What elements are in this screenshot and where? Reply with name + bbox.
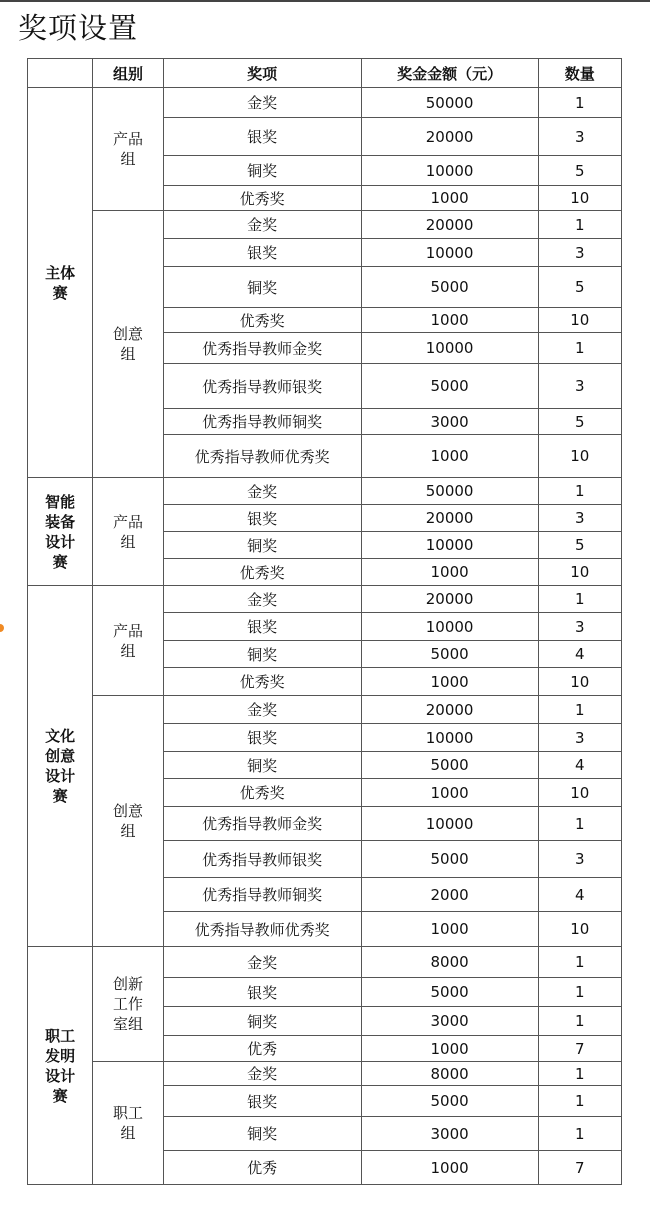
top-border-line bbox=[0, 0, 650, 2]
group-label: 创新工作室组 bbox=[112, 975, 143, 1033]
amount-cell: 10000 bbox=[361, 532, 538, 559]
award-cell: 金奖 bbox=[163, 88, 361, 118]
header-quantity: 数量 bbox=[538, 59, 621, 88]
award-cell: 银奖 bbox=[163, 118, 361, 156]
amount-cell: 20000 bbox=[361, 118, 538, 156]
competition-label: 主体赛 bbox=[45, 263, 76, 302]
amount-cell: 20000 bbox=[361, 505, 538, 532]
award-cell: 优秀 bbox=[163, 1036, 361, 1062]
amount-cell: 5000 bbox=[361, 267, 538, 308]
amount-cell: 20000 bbox=[361, 586, 538, 613]
group-cell bbox=[93, 88, 163, 211]
quantity-cell: 3 bbox=[538, 364, 621, 409]
quantity-cell: 1 bbox=[538, 211, 621, 239]
award-cell: 铜奖 bbox=[163, 752, 361, 779]
edge-marker-dot bbox=[0, 624, 4, 632]
quantity-cell: 3 bbox=[538, 613, 621, 641]
amount-cell: 20000 bbox=[361, 696, 538, 724]
quantity-cell: 10 bbox=[538, 912, 621, 947]
award-cell: 铜奖 bbox=[163, 156, 361, 186]
amount-cell: 8000 bbox=[361, 1062, 538, 1086]
quantity-cell: 1 bbox=[538, 333, 621, 364]
amount-cell: 1000 bbox=[361, 779, 538, 807]
amount-cell: 10000 bbox=[361, 613, 538, 641]
quantity-cell: 1 bbox=[538, 478, 621, 505]
award-cell: 优秀奖 bbox=[163, 308, 361, 333]
award-cell: 优秀指导教师铜奖 bbox=[163, 878, 361, 912]
group-cell bbox=[93, 696, 163, 947]
amount-cell: 50000 bbox=[361, 88, 538, 118]
table-row bbox=[28, 1062, 622, 1086]
competition-label: 职工发明设计赛 bbox=[45, 1026, 76, 1105]
amount-cell: 10000 bbox=[361, 807, 538, 841]
group-cell bbox=[93, 1062, 163, 1185]
quantity-cell: 10 bbox=[538, 668, 621, 696]
award-cell: 金奖 bbox=[163, 211, 361, 239]
table-row bbox=[28, 211, 622, 239]
quantity-cell: 1 bbox=[538, 1117, 621, 1151]
award-cell: 优秀指导教师银奖 bbox=[163, 364, 361, 409]
award-cell: 金奖 bbox=[163, 947, 361, 978]
award-cell: 铜奖 bbox=[163, 1007, 361, 1036]
amount-cell: 5000 bbox=[361, 364, 538, 409]
award-cell: 优秀指导教师优秀奖 bbox=[163, 912, 361, 947]
amount-cell: 3000 bbox=[361, 1117, 538, 1151]
quantity-cell: 10 bbox=[538, 559, 621, 586]
table-row bbox=[28, 586, 622, 613]
award-cell: 银奖 bbox=[163, 239, 361, 267]
amount-cell: 1000 bbox=[361, 668, 538, 696]
quantity-cell: 3 bbox=[538, 239, 621, 267]
quantity-cell: 1 bbox=[538, 696, 621, 724]
award-cell: 优秀指导教师银奖 bbox=[163, 841, 361, 878]
table-row bbox=[28, 88, 622, 118]
header-competition bbox=[28, 59, 93, 88]
competition-label: 智能装备设计赛 bbox=[45, 492, 76, 571]
award-cell: 优秀指导教师优秀奖 bbox=[163, 435, 361, 478]
amount-cell: 20000 bbox=[361, 211, 538, 239]
group-cell bbox=[93, 478, 163, 586]
group-label: 产品组 bbox=[112, 621, 143, 660]
group-label: 创意组 bbox=[112, 325, 143, 363]
quantity-cell: 10 bbox=[538, 186, 621, 211]
competition-cell bbox=[28, 478, 93, 586]
award-cell: 优秀指导教师铜奖 bbox=[163, 409, 361, 435]
quantity-cell: 1 bbox=[538, 88, 621, 118]
amount-cell: 10000 bbox=[361, 156, 538, 186]
award-cell: 优秀奖 bbox=[163, 668, 361, 696]
amount-cell: 5000 bbox=[361, 841, 538, 878]
award-cell: 金奖 bbox=[163, 1062, 361, 1086]
award-cell: 铜奖 bbox=[163, 267, 361, 308]
amount-cell: 1000 bbox=[361, 186, 538, 211]
award-cell: 优秀 bbox=[163, 1151, 361, 1185]
group-label: 产品组 bbox=[112, 512, 143, 551]
amount-cell: 5000 bbox=[361, 641, 538, 668]
amount-cell: 5000 bbox=[361, 752, 538, 779]
award-cell: 优秀指导教师金奖 bbox=[163, 807, 361, 841]
quantity-cell: 1 bbox=[538, 1062, 621, 1086]
award-cell: 优秀奖 bbox=[163, 779, 361, 807]
competition-label: 文化创意设计赛 bbox=[45, 727, 76, 805]
page-title: 奖项设置 bbox=[18, 11, 139, 45]
group-label: 职工组 bbox=[112, 1104, 143, 1142]
quantity-cell: 3 bbox=[538, 118, 621, 156]
quantity-cell: 3 bbox=[538, 841, 621, 878]
amount-cell: 5000 bbox=[361, 978, 538, 1007]
award-cell: 优秀奖 bbox=[163, 559, 361, 586]
competition-cell bbox=[28, 947, 93, 1185]
group-label: 创意组 bbox=[112, 802, 143, 840]
quantity-cell: 1 bbox=[538, 947, 621, 978]
quantity-cell: 5 bbox=[538, 409, 621, 435]
awards-body bbox=[28, 88, 622, 1185]
quantity-cell: 7 bbox=[538, 1151, 621, 1185]
quantity-cell: 4 bbox=[538, 752, 621, 779]
award-cell: 优秀指导教师金奖 bbox=[163, 333, 361, 364]
quantity-cell: 10 bbox=[538, 435, 621, 478]
amount-cell: 1000 bbox=[361, 912, 538, 947]
quantity-cell: 1 bbox=[538, 1007, 621, 1036]
amount-cell: 1000 bbox=[361, 1151, 538, 1185]
quantity-cell: 1 bbox=[538, 807, 621, 841]
header-amount: 奖金金额（元） bbox=[361, 59, 538, 88]
group-label: 产品组 bbox=[112, 130, 143, 168]
amount-cell: 10000 bbox=[361, 724, 538, 752]
amount-cell: 1000 bbox=[361, 1036, 538, 1062]
header-group: 组别 bbox=[93, 59, 163, 88]
competition-cell bbox=[28, 586, 93, 947]
award-cell: 银奖 bbox=[163, 505, 361, 532]
header-row bbox=[28, 59, 622, 88]
award-cell: 银奖 bbox=[163, 1086, 361, 1117]
amount-cell: 1000 bbox=[361, 435, 538, 478]
quantity-cell: 1 bbox=[538, 978, 621, 1007]
table-row bbox=[28, 478, 622, 505]
quantity-cell: 1 bbox=[538, 1086, 621, 1117]
amount-cell: 5000 bbox=[361, 1086, 538, 1117]
table-row bbox=[28, 947, 622, 978]
award-cell: 铜奖 bbox=[163, 532, 361, 559]
amount-cell: 8000 bbox=[361, 947, 538, 978]
awards-table bbox=[27, 58, 622, 1185]
quantity-cell: 3 bbox=[538, 505, 621, 532]
award-cell: 银奖 bbox=[163, 613, 361, 641]
header-award: 奖项 bbox=[163, 59, 361, 88]
amount-cell: 1000 bbox=[361, 308, 538, 333]
quantity-cell: 5 bbox=[538, 156, 621, 186]
amount-cell: 10000 bbox=[361, 239, 538, 267]
quantity-cell: 1 bbox=[538, 586, 621, 613]
quantity-cell: 3 bbox=[538, 724, 621, 752]
group-cell bbox=[93, 947, 163, 1062]
award-cell: 铜奖 bbox=[163, 641, 361, 668]
group-cell bbox=[93, 586, 163, 696]
quantity-cell: 4 bbox=[538, 878, 621, 912]
award-cell: 金奖 bbox=[163, 478, 361, 505]
award-cell: 金奖 bbox=[163, 586, 361, 613]
quantity-cell: 10 bbox=[538, 308, 621, 333]
amount-cell: 3000 bbox=[361, 409, 538, 435]
amount-cell: 2000 bbox=[361, 878, 538, 912]
award-cell: 铜奖 bbox=[163, 1117, 361, 1151]
amount-cell: 1000 bbox=[361, 559, 538, 586]
quantity-cell: 10 bbox=[538, 779, 621, 807]
group-cell bbox=[93, 211, 163, 478]
quantity-cell: 7 bbox=[538, 1036, 621, 1062]
quantity-cell: 4 bbox=[538, 641, 621, 668]
award-cell: 银奖 bbox=[163, 724, 361, 752]
amount-cell: 50000 bbox=[361, 478, 538, 505]
quantity-cell: 5 bbox=[538, 267, 621, 308]
competition-cell bbox=[28, 88, 93, 478]
amount-cell: 3000 bbox=[361, 1007, 538, 1036]
award-cell: 银奖 bbox=[163, 978, 361, 1007]
table-row bbox=[28, 696, 622, 724]
amount-cell: 10000 bbox=[361, 333, 538, 364]
award-cell: 优秀奖 bbox=[163, 186, 361, 211]
quantity-cell: 5 bbox=[538, 532, 621, 559]
award-cell: 金奖 bbox=[163, 696, 361, 724]
